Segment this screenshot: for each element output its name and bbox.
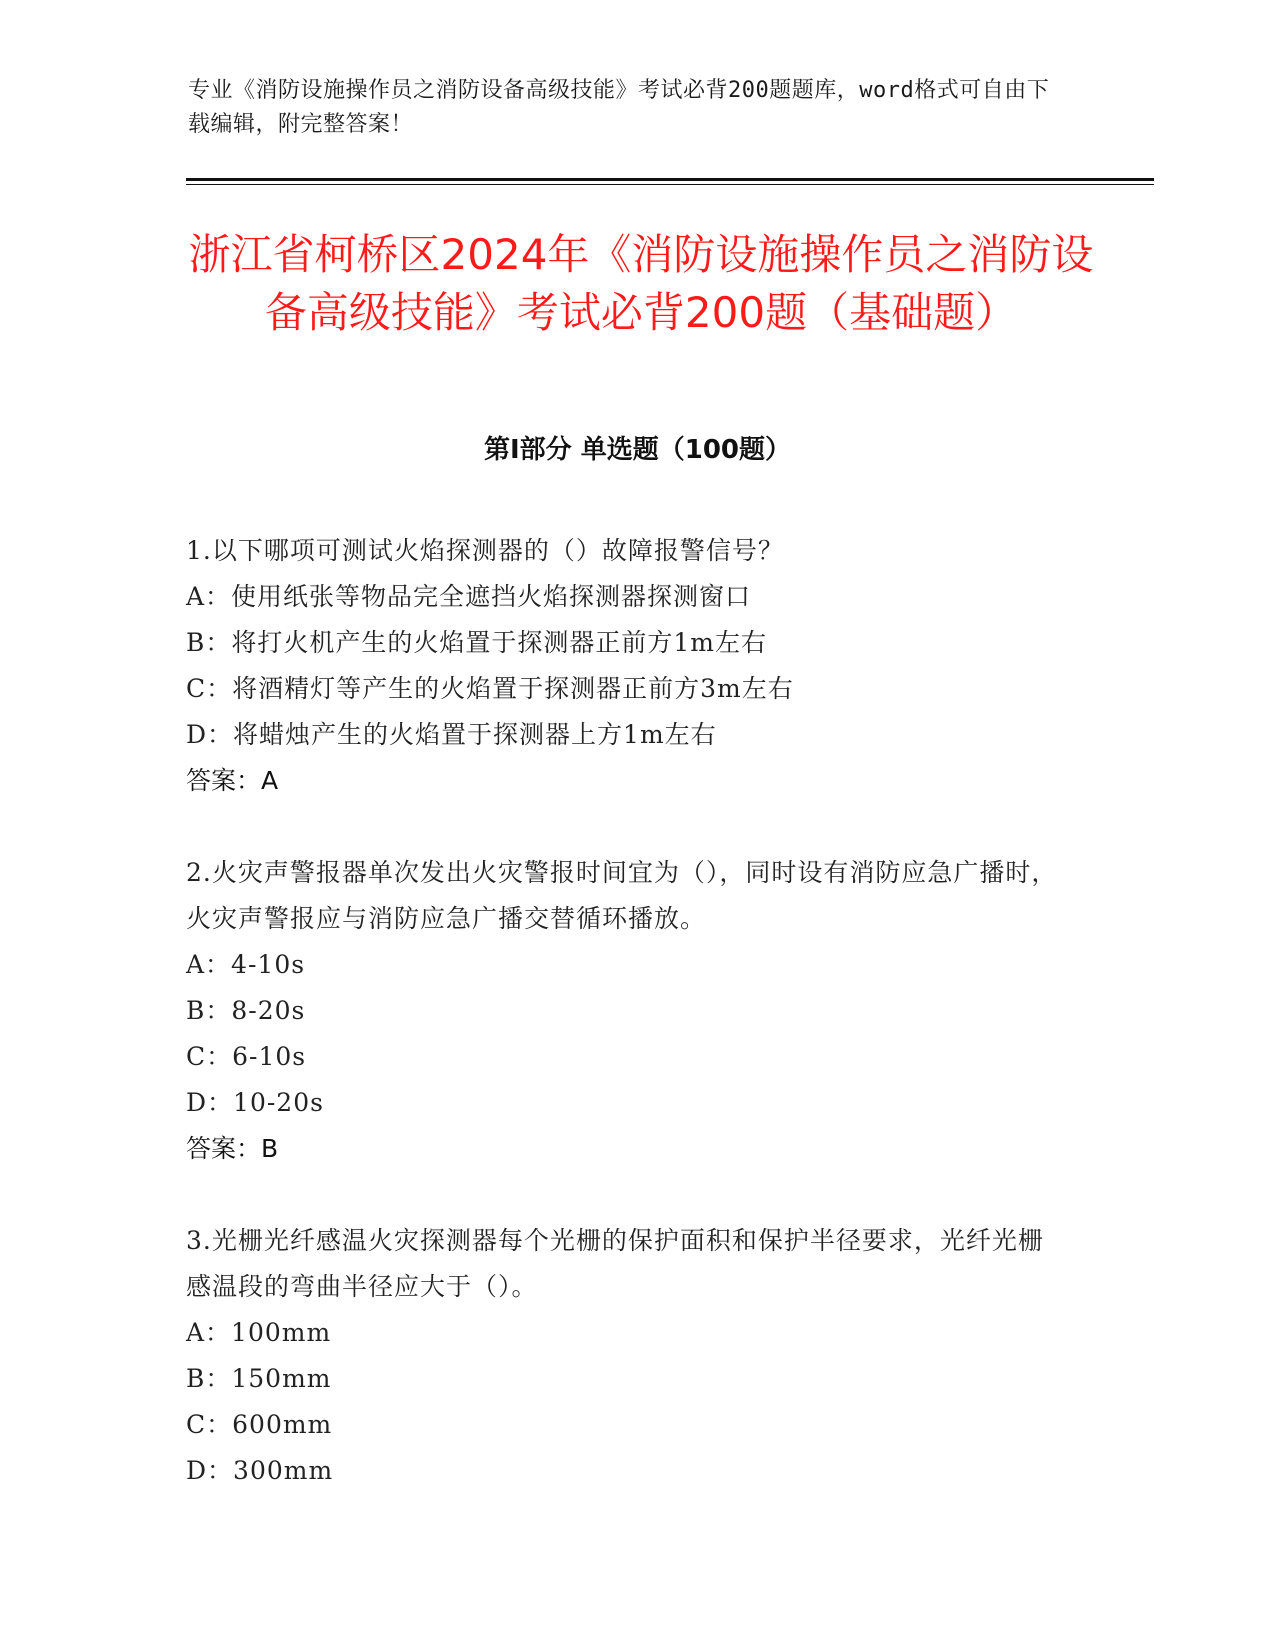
option-b: B：将打火机产生的火焰置于探测器正前方1m左右 [186, 628, 767, 657]
option-d: D：300mm [186, 1456, 334, 1485]
question-stem: 2.火灾声警报器单次发出火灾警报时间宜为（），同时设有消防应急广播时，火灾声警报应与消防应急广播交替循环播放。 [186, 858, 1058, 933]
question-list [186, 528, 1066, 1540]
question-stem: 1.以下哪项可测试火焰探测器的（）故障报警信号？ [186, 536, 784, 565]
option-c: C：6-10s [186, 1042, 307, 1071]
option-a: A：100mm [186, 1318, 332, 1347]
option-d: D：将蜡烛产生的火焰置于探测器上方1m左右 [186, 720, 717, 749]
question-item [186, 1218, 1066, 1494]
section-title: 第I部分 单选题（100题） [484, 435, 791, 465]
header-note: 专业《消防设施操作员之消防设备高级技能》考试必背200题题库，word格式可自由下载编辑，附完整答案！ [188, 78, 1050, 137]
answer-label: 答案：B [186, 1134, 279, 1163]
option-b: B：8-20s [186, 996, 306, 1025]
option-c: C：将酒精灯等产生的火焰置于探测器正前方3m左右 [186, 674, 794, 703]
option-a: A：4-10s [186, 950, 306, 979]
question-stem: 3.光栅光纤感温火灾探测器每个光栅的保护面积和保护半径要求，光纤光栅感温段的弯曲半径应大于（）。 [186, 1226, 1044, 1301]
option-a: A：使用纸张等物品完全遮挡火焰探测器探测窗口 [186, 582, 752, 611]
option-c: C：600mm [186, 1410, 333, 1439]
document-title: 浙江省柯桥区2024年《消防设施操作员之消防设备高级技能》考试必背200题（基础题） [188, 230, 1094, 337]
question-item [186, 528, 1066, 804]
answer-label: 答案：A [186, 766, 279, 795]
option-d: D：10-20s [186, 1088, 324, 1117]
header-divider-thick [186, 178, 1154, 181]
header-divider-thin [186, 184, 1154, 185]
question-item [186, 850, 1066, 1172]
option-b: B：150mm [186, 1364, 332, 1393]
